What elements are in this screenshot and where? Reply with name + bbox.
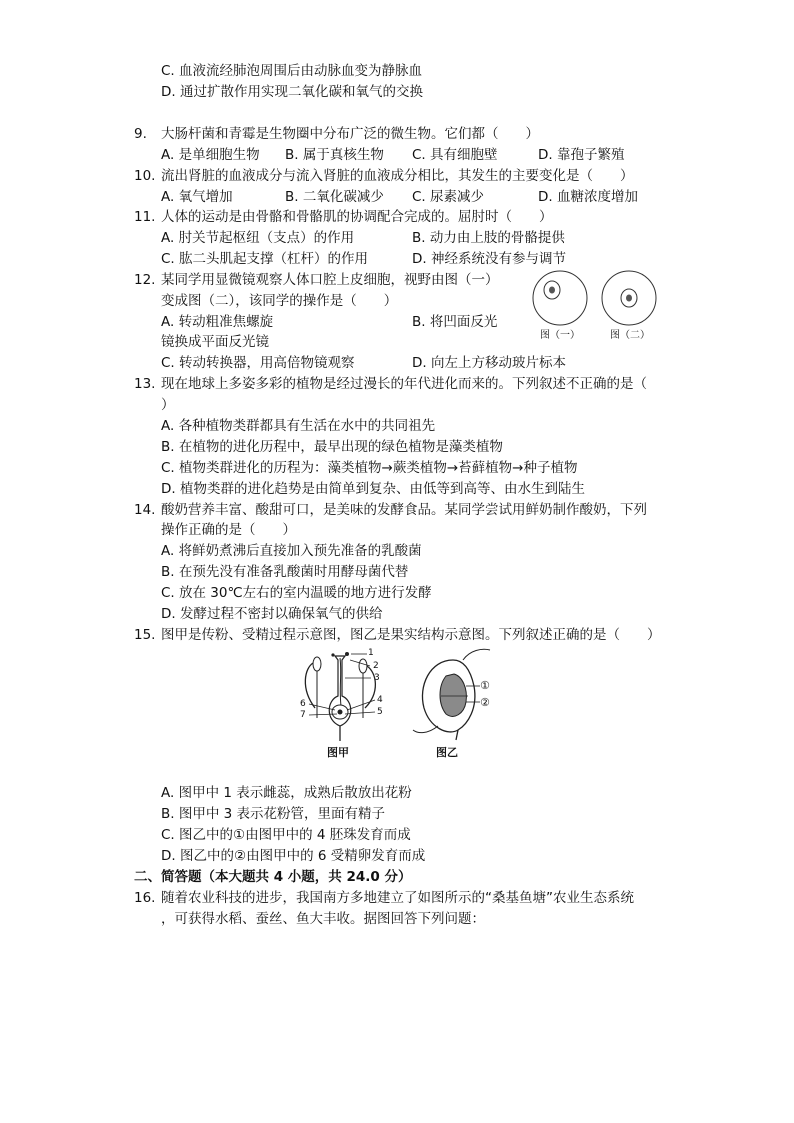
q11-option-d: D. 神经系统没有参与调节 [412, 251, 566, 267]
q9-option-c: C. 具有细胞壁 [412, 147, 498, 163]
q13-option-a: A. 各种植物类群都具有生活在水中的共同祖先 [161, 418, 436, 434]
q13-stem-line1: 现在地球上多姿多彩的植物是经过漫长的年代进化而来的。下列叙述不正确的是（ [161, 376, 647, 392]
q14-stem-line2: 操作正确的是（ ） [161, 522, 296, 538]
q9-option-d: D. 靠孢子繁殖 [538, 147, 625, 163]
q14-option-b: B. 在预先没有准备乳酸菌时用酵母菌代替 [161, 564, 409, 580]
q13-option-d: D. 植物类群的进化趋势是由简单到复杂、由低等到高等、由水生到陆生 [161, 481, 585, 497]
q14-option-c: C. 放在 30℃左右的室内温暖的地方进行发酵 [161, 585, 432, 601]
q13-option-c: C. 植物类群进化的历程为：藻类植物→蕨类植物→苔藓植物→种子植物 [161, 460, 578, 476]
q10-option-c: C. 尿素减少 [412, 189, 485, 205]
q11-option-b: B. 动力由上肢的骨骼提供 [412, 230, 565, 246]
q12-figure-2-caption: 图（二） [610, 330, 650, 341]
q9-number: 9. [134, 126, 147, 142]
q10-option-a: A. 氧气增加 [161, 189, 233, 205]
q13-option-b: B. 在植物的进化历程中，最早出现的绿色植物是藻类植物 [161, 439, 503, 455]
q15-stem: 图甲是传粉、受精过程示意图，图乙是果实结构示意图。下列叙述正确的是（ ） [161, 627, 661, 643]
q12-option-b-continued: 镜换成平面反光镜 [161, 334, 269, 350]
q12-number: 12. [134, 272, 156, 288]
q16-stem-line2: ，可获得水稻、蚕丝、鱼大丰收。据图回答下列问题： [161, 911, 485, 927]
q15-figure-b [408, 646, 498, 763]
q14-option-a: A. 将鲜奶煮沸后直接加入预先准备的乳酸菌 [161, 543, 422, 559]
figure-a-label-7: 7 [300, 710, 306, 720]
q11-option-c: C. 肱二头肌起支撑（杠杆）的作用 [161, 251, 369, 267]
figure-a-label-3: 3 [374, 673, 380, 683]
q10-stem: 流出肾脏的血液成分与流入肾脏的血液成分相比，其发生的主要变化是（ ） [161, 168, 634, 184]
q14-option-d: D. 发酵过程不密封以确保氧气的供给 [161, 606, 383, 622]
q15-figure-a [295, 648, 390, 763]
figure-a-caption: 图甲 [327, 746, 349, 759]
q11-option-a: A. 肘关节起枢纽（支点）的作用 [161, 230, 355, 246]
q12-figure-1-caption: 图（一） [540, 330, 580, 341]
q10-option-d: D. 血糖浓度增加 [538, 189, 638, 205]
q16-number: 16. [134, 890, 156, 906]
figure-a-label-6: 6 [300, 699, 306, 709]
q14-number: 14. [134, 502, 156, 518]
figure-a-label-5: 5 [377, 707, 383, 717]
q8-option-c: C. 血液流经肺泡周围后由动脉血变为静脉血 [161, 63, 423, 79]
figure-b-label-1: ① [480, 679, 490, 692]
q12-stem-line2: 变成图（二），该同学的操作是（ ） [161, 293, 398, 309]
q16-stem-line1: 随着农业科技的进步，我国南方多地建立了如图所示的“桑基鱼塘”农业生态系统 [161, 890, 634, 906]
figure-b-label-2: ② [480, 696, 490, 709]
q8-option-d: D. 通过扩散作用实现二氧化碳和氧气的交换 [161, 84, 423, 100]
q12-stem-line1: 某同学用显微镜观察人体口腔上皮细胞，视野由图（一） [161, 272, 499, 288]
q10-option-b: B. 二氧化碳减少 [285, 189, 384, 205]
q11-stem: 人体的运动是由骨骼和骨骼肌的协调配合完成的。屈肘时（ ） [161, 209, 553, 225]
q15-option-a: A. 图甲中 1 表示雌蕊，成熟后散放出花粉 [161, 785, 412, 801]
q15-option-c: C. 图乙中的①由图甲中的 4 胚珠发育而成 [161, 827, 411, 843]
q10-number: 10. [134, 168, 156, 184]
q15-option-d: D. 图乙中的②由图甲中的 6 受精卵发育而成 [161, 848, 426, 864]
figure-a-label-1: 1 [368, 648, 374, 658]
q13-stem-line2: ） [161, 397, 175, 413]
q14-stem-line1: 酸奶营养丰富、酸甜可口，是美味的发酵食品。某同学尝试用鲜奶制作酸奶，下列 [161, 502, 647, 518]
q9-stem: 大肠杆菌和青霉是生物圈中分布广泛的微生物。它们都（ ） [161, 126, 539, 142]
q12-option-b: B. 将凹面反光 [412, 314, 498, 330]
q15-option-b: B. 图甲中 3 表示花粉管，里面有精子 [161, 806, 386, 822]
section-heading: 二、简答题（本大题共 4 小题，共 24.0 分） [134, 869, 412, 885]
q9-option-a: A. 是单细胞生物 [161, 147, 260, 163]
q11-number: 11. [134, 209, 156, 225]
q12-option-a: A. 转动粗准焦螺旋 [161, 314, 274, 330]
q12-microscope-figure [530, 268, 660, 348]
figure-a-label-4: 4 [377, 695, 383, 705]
figure-a-label-2: 2 [373, 661, 379, 671]
figure-b-caption: 图乙 [436, 746, 458, 759]
q13-number: 13. [134, 376, 156, 392]
q15-number: 15. [134, 627, 156, 643]
q9-option-b: B. 属于真核生物 [285, 147, 384, 163]
q12-option-d: D. 向左上方移动玻片标本 [412, 355, 566, 371]
fruit-structure-illustration [408, 646, 498, 741]
q12-option-c: C. 转动转换器，用高倍物镜观察 [161, 355, 355, 371]
